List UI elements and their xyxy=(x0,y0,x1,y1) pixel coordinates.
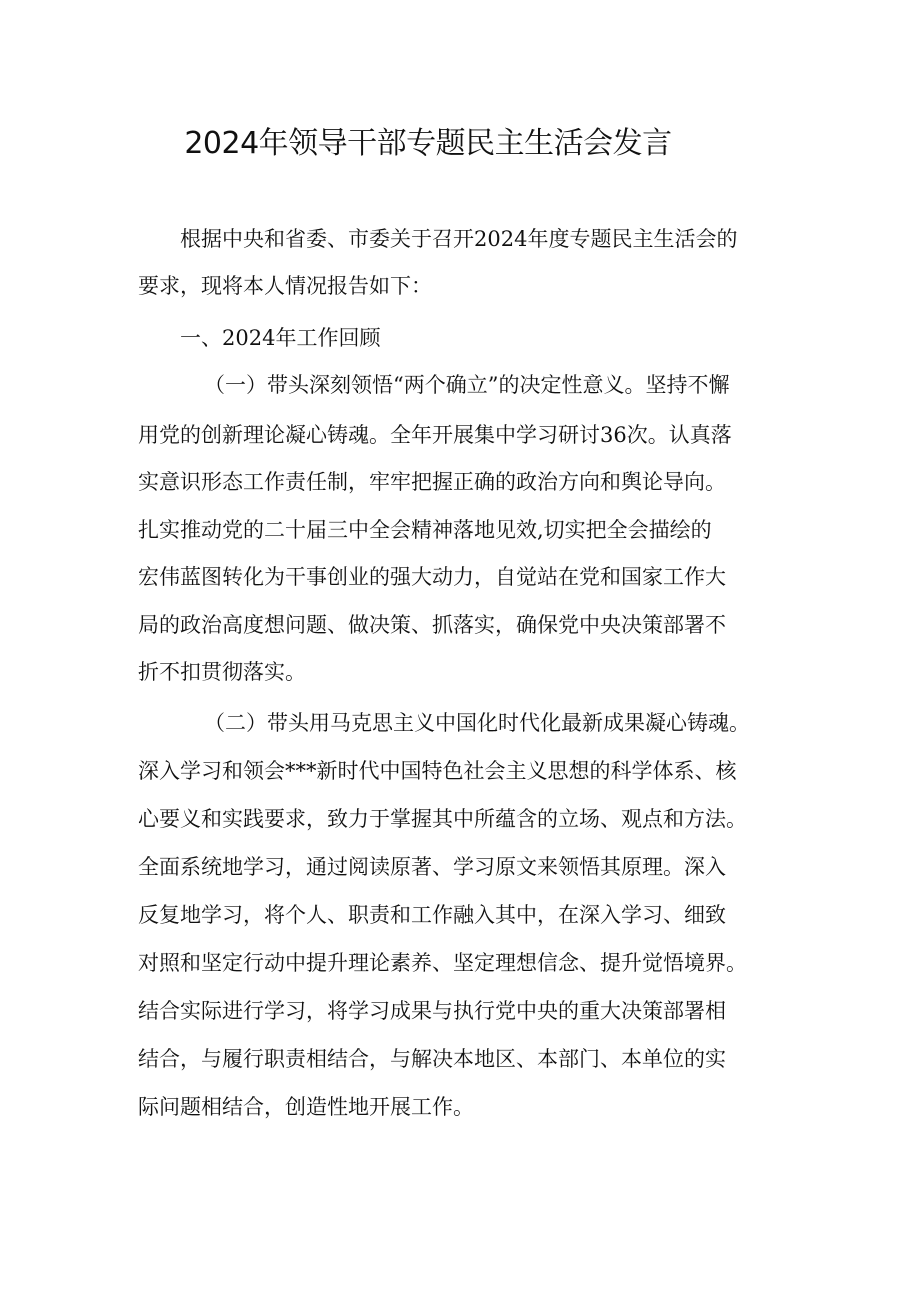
paragraph-line: （一）带头深刻领悟“两个确立”的决定性意义。坚持不懈 xyxy=(204,373,730,397)
paragraph-line: 要求，现将本人情况报告如下： xyxy=(138,274,432,298)
paragraph-line: 结合实际进行学习，将学习成果与执行党中央的重大决策部署相 xyxy=(138,999,726,1023)
paragraph-line: 心要义和实践要求，致力于掌握其中所蕴含的立场、观点和方法。 xyxy=(138,807,747,831)
paragraph-line: 际问题相结合，创造性地开展工作。 xyxy=(138,1095,474,1119)
paragraph-line: 对照和坚定行动中提升理论素养、坚定理想信念、提升觉悟境界。 xyxy=(138,951,747,975)
paragraph-line: 反复地学习，将个人、职责和工作融入其中，在深入学习、细致 xyxy=(138,903,726,927)
paragraph-line: 用党的创新理论凝心铸魂。全年开展集中学习研讨36次。认真落 xyxy=(138,423,732,447)
paragraph-line: （二）带头用马克思主义中国化时代化最新成果凝心铸魂。 xyxy=(204,711,750,735)
paragraph-line: 折不扣贯彻落实。 xyxy=(138,660,306,684)
paragraph-line: 深入学习和领会***新时代中国特色社会主义思想的科学体系、核 xyxy=(138,759,737,783)
paragraph-line: 局的政治高度想问题、做决策、抓落实，确保党中央决策部署不 xyxy=(138,613,726,637)
paragraph-line: 结合，与履行职责相结合，与解决本地区、本部门、本单位的实 xyxy=(138,1047,726,1071)
section-heading: 一、2024年工作回顾 xyxy=(180,326,381,350)
paragraph-line: 扎实推动党的二十届三中全会精神落地见效,切实把全会描绘的 xyxy=(138,518,712,542)
document-title: 2024年领导干部专题民主生活会发言 xyxy=(184,126,672,161)
paragraph-line: 根据中央和省委、市委关于召开2024年度专题民主生活会的 xyxy=(180,227,738,251)
paragraph-line: 宏伟蓝图转化为干事创业的强大动力，自觉站在党和国家工作大 xyxy=(138,565,726,589)
paragraph-line: 全面系统地学习，通过阅读原著、学习原文来领悟其原理。深入 xyxy=(138,855,726,879)
paragraph-line: 实意识形态工作责任制，牢牢把握正确的政治方向和舆论导向。 xyxy=(138,470,726,494)
